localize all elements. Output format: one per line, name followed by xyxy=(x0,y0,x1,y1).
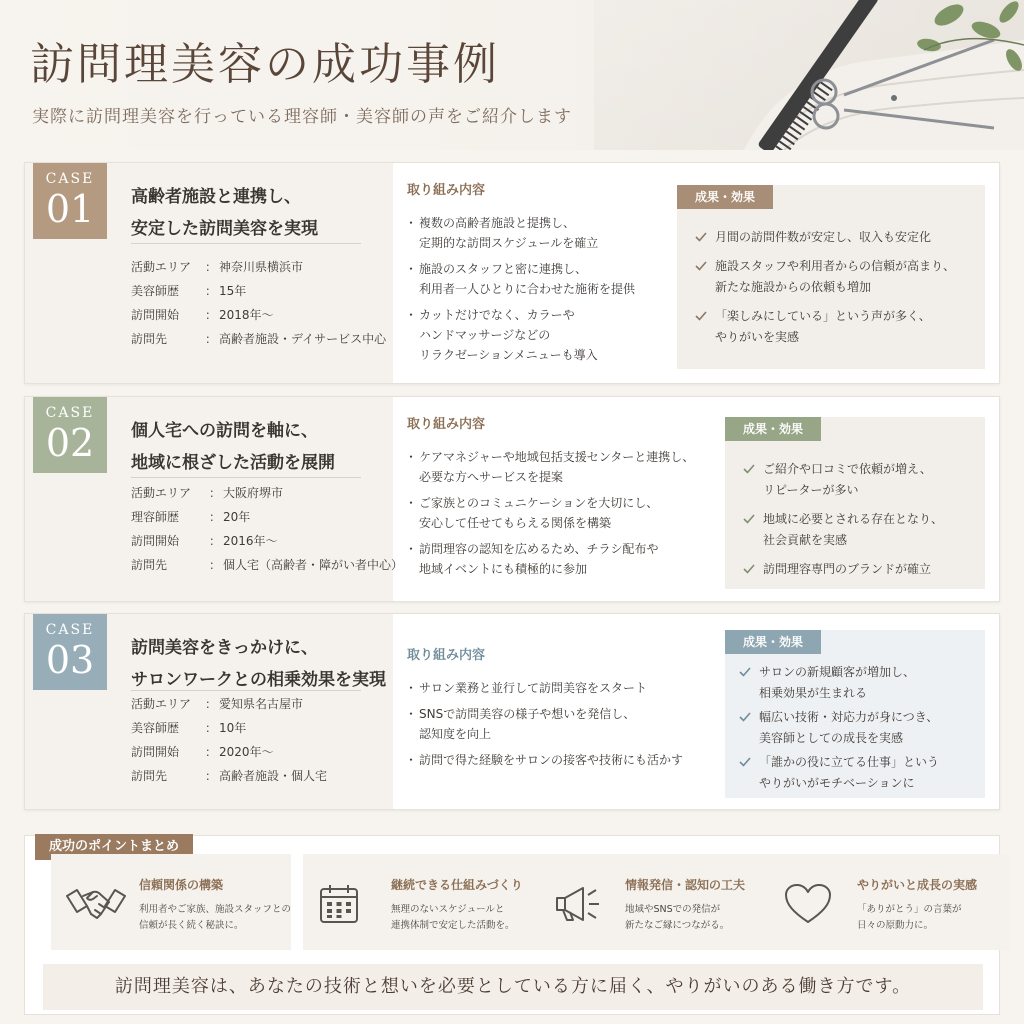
case-card-01 xyxy=(24,162,1000,384)
point-title: 継続できる仕組みづくり xyxy=(391,878,523,892)
case-details xyxy=(131,481,403,577)
title-divider xyxy=(131,243,361,244)
handshake-icon xyxy=(65,882,127,926)
activity-item: ・ SNSで訪問美容の様子や想いを発信し、 認知度を向上 xyxy=(407,704,683,744)
detail-row: 訪問開始 ： 2020年〜 xyxy=(131,745,274,759)
point-card-trust xyxy=(51,854,291,950)
page-header xyxy=(0,0,1024,150)
page-title: 訪問理美容の成功事例 xyxy=(30,39,500,90)
check-icon xyxy=(739,756,751,768)
result-list xyxy=(695,227,955,356)
check-icon xyxy=(739,666,751,678)
point-desc: 地域やSNSでの発信が 新たなご縁につながる。 xyxy=(625,904,730,931)
activity-item: ・ ケアマネジャーや地域包括支援センターと連携し、 必要な方へサービスを提案 xyxy=(407,447,694,487)
result-list xyxy=(739,662,939,797)
detail-row: 活動エリア ： 大阪府堺市 xyxy=(131,486,284,500)
detail-row: 活動エリア ： 神奈川県横浜市 xyxy=(131,260,304,274)
activity-list xyxy=(407,678,683,776)
case-title: 高齢者施設と連携し、 安定した訪問美容を実現 xyxy=(131,187,318,239)
detail-row: 活動エリア ： 愛知県名古屋市 xyxy=(131,697,304,711)
check-icon xyxy=(743,463,755,475)
result-item: 施設スタッフや利用者からの信頼が高まり、 新たな施設からの依頼も増加 xyxy=(695,256,955,298)
case-details xyxy=(131,255,386,351)
detail-row: 美容師歴 ： 10年 xyxy=(131,721,247,735)
case-label: CASE xyxy=(45,171,95,187)
result-item: ご紹介や口コミで依頼が増え、 リピーターが多い xyxy=(743,459,943,501)
case-title: 個人宅への訪問を軸に、 地域に根ざした活動を展開 xyxy=(131,421,335,473)
result-heading: 成果・効果 xyxy=(725,630,821,654)
check-icon xyxy=(743,563,755,575)
point-card-fulfillment xyxy=(769,854,1009,950)
closing-message: 訪問理美容は、あなたの技術と想いを必要としている方に届く、やりがいのある働き方です。 xyxy=(43,964,983,1010)
result-list xyxy=(743,459,943,588)
title-divider xyxy=(131,477,361,478)
result-item: 地域に必要とされる存在となり、 社会貢献を実感 xyxy=(743,509,943,551)
activity-item: ・ 訪問で得た経験をサロンの接客や技術にも活かす xyxy=(407,750,683,770)
summary-section xyxy=(24,835,1000,1015)
case-badge xyxy=(33,397,107,473)
result-item: サロンの新規顧客が増加し、 相乗効果が生まれる xyxy=(739,662,939,704)
result-item: 訪問理容専門のブランドが確立 xyxy=(743,559,943,580)
point-card-outreach xyxy=(537,854,777,950)
point-title: やりがいと成長の実感 xyxy=(857,878,978,892)
case-badge xyxy=(33,614,107,690)
result-item: 「誰かの役に立てる仕事」という やりがいがモチベーションに xyxy=(739,752,939,794)
case-label: CASE xyxy=(45,405,95,421)
result-box xyxy=(725,630,985,798)
detail-row: 訪問先 ： 高齢者施設・デイサービス中心 xyxy=(131,332,387,346)
result-item: 「楽しみにしている」という声が多く、 やりがいを実感 xyxy=(695,306,955,348)
result-box xyxy=(677,185,985,369)
point-title: 情報発信・認知の工夫 xyxy=(625,878,746,892)
point-desc: 無理のないスケジュールと 連携体制で安定した活動を。 xyxy=(391,904,515,931)
detail-row: 訪問開始 ： 2016年〜 xyxy=(131,534,278,548)
result-heading: 成果・効果 xyxy=(725,417,821,441)
activity-list xyxy=(407,213,635,371)
title-divider xyxy=(131,690,361,691)
activity-item: ・ サロン業務と並行して訪問美容をスタート xyxy=(407,678,683,698)
detail-row: 理容師歴 ： 20年 xyxy=(131,510,251,524)
calendar-icon xyxy=(317,882,361,926)
case-number: 03 xyxy=(45,638,95,682)
megaphone-icon xyxy=(551,882,605,926)
point-desc: 「ありがとう」の言葉が 日々の原動力に。 xyxy=(857,904,962,931)
result-item: 月間の訪問件数が安定し、収入も安定化 xyxy=(695,227,955,248)
activity-item: ・ 施設のスタッフと密に連携し、 利用者一人ひとりに合わせた施術を提供 xyxy=(407,259,635,299)
check-icon xyxy=(695,231,707,243)
point-title: 信頼関係の構築 xyxy=(139,878,224,892)
case-badge xyxy=(33,163,107,239)
detail-row: 美容師歴 ： 15年 xyxy=(131,284,247,298)
case-title: 訪問美容をきっかけに、 サロンワークとの相乗効果を実現 xyxy=(131,638,386,690)
check-icon xyxy=(695,260,707,272)
case-card-02 xyxy=(24,396,1000,602)
case-card-03 xyxy=(24,613,1000,810)
activity-heading: 取り組み内容 xyxy=(407,183,486,198)
case-number: 02 xyxy=(45,421,95,465)
activity-list xyxy=(407,447,694,585)
activity-item: ・ カットだけでなく、カラーや ハンドマッサージなどの リラクゼーションメニューも導入 xyxy=(407,305,635,365)
case-number: 01 xyxy=(45,187,95,231)
detail-row: 訪問開始 ： 2018年〜 xyxy=(131,308,274,322)
detail-row: 訪問先 ： 高齢者施設・個人宅 xyxy=(131,769,328,783)
check-icon xyxy=(695,310,707,322)
scissors-comb-illustration xyxy=(594,0,1024,150)
check-icon xyxy=(739,711,751,723)
activity-heading: 取り組み内容 xyxy=(407,648,486,663)
result-item: 幅広い技術・対応力が身につき、 美容師としての成長を実感 xyxy=(739,707,939,749)
check-icon xyxy=(743,513,755,525)
heart-icon xyxy=(783,882,833,926)
case-label: CASE xyxy=(45,622,95,638)
detail-row: 訪問先 ： 個人宅（高齢者・障がい者中心） xyxy=(131,558,404,572)
page-subtitle: 実際に訪問理美容を行っている理容師・美容師の声をご紹介します xyxy=(32,107,572,127)
result-heading: 成果・効果 xyxy=(677,185,773,209)
summary-heading: 成功のポイントまとめ xyxy=(35,834,193,860)
activity-item: ・ ご家族とのコミュニケーションを大切にし、 安心して任せてもらえる関係を構築 xyxy=(407,493,694,533)
point-card-system xyxy=(303,854,543,950)
point-desc: 利用者やご家族、施設スタッフとの 信頼が長く続く秘訣に。 xyxy=(139,904,292,931)
case-details xyxy=(131,692,327,788)
activity-item: ・ 訪問理容の認知を広めるため、チラシ配布や 地域イベントにも積極的に参加 xyxy=(407,539,694,579)
activity-heading: 取り組み内容 xyxy=(407,417,486,432)
activity-item: ・ 複数の高齢者施設と提携し、 定期的な訪問スケジュールを確立 xyxy=(407,213,635,253)
result-box xyxy=(725,417,985,589)
